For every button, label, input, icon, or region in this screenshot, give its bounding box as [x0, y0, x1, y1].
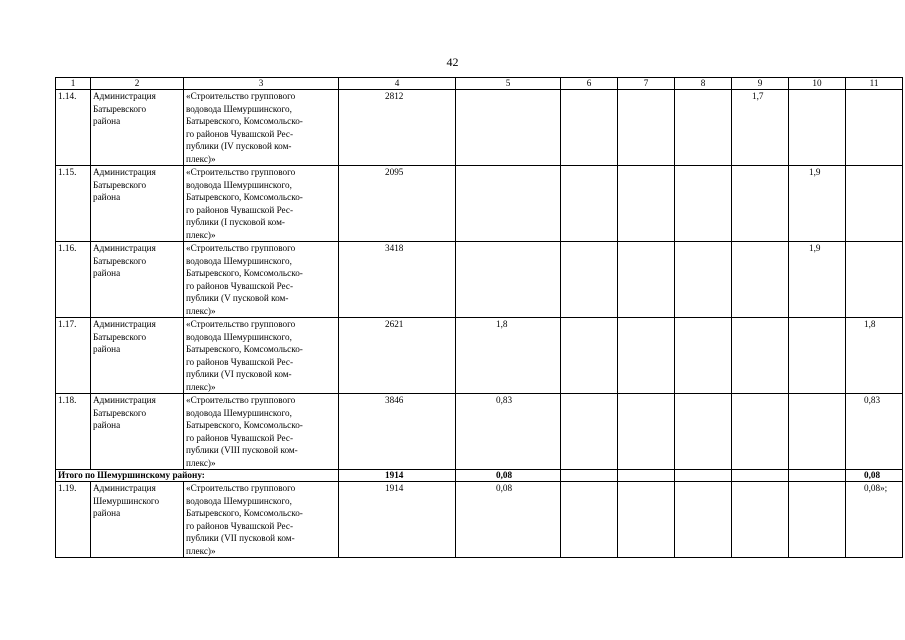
value-col-9	[732, 166, 789, 242]
value-col-7	[618, 482, 675, 558]
value-col-11: 0,08»;	[846, 482, 903, 558]
table-row	[56, 90, 903, 166]
value-col-7	[618, 90, 675, 166]
value-col-10	[789, 90, 846, 166]
project-line: Батыревского, Комсомольско-	[186, 268, 303, 278]
total-col-9	[732, 470, 789, 482]
value-col-4: 2095	[339, 166, 456, 242]
project-line: Батыревского, Комсомольско-	[186, 344, 303, 354]
project-line: го районов Чувашской Рес-	[186, 280, 294, 291]
value-col-8	[675, 318, 732, 394]
project-line: водовода Шемуршинского,	[186, 179, 292, 190]
value-col-6	[561, 482, 618, 558]
project-line: Батыревского, Комсомольско-	[186, 508, 303, 518]
header-cell-2: 2	[91, 78, 184, 90]
row-number: 1.18.	[56, 394, 91, 470]
header-cell-11: 11	[846, 78, 903, 90]
row-number: 1.17.	[56, 318, 91, 394]
project-line: го районов Чувашской Рес-	[186, 520, 294, 531]
organization-cell	[91, 318, 184, 394]
project-line: плекс)»	[186, 153, 216, 164]
project-line: плекс)»	[186, 381, 216, 392]
project-line: «Строительство группового	[186, 395, 296, 405]
total-col-5: 0,08	[456, 470, 561, 482]
project-cell	[184, 482, 339, 558]
organization-line: Администрация	[93, 319, 156, 329]
project-line: публики (V пусковой ком-	[186, 293, 289, 303]
organization-line: Администрация	[93, 243, 156, 253]
organization-line: района	[93, 192, 121, 202]
value-col-9	[732, 482, 789, 558]
value-col-11: 1,8	[846, 318, 903, 394]
project-line: го районов Чувашской Рес-	[186, 432, 294, 443]
row-number: 1.19.	[56, 482, 91, 558]
project-cell	[184, 318, 339, 394]
project-line: публики (VII пусковой ком-	[186, 533, 295, 543]
organization-line: Батыревского	[93, 103, 147, 114]
header-cell-4: 4	[339, 78, 456, 90]
value-col-8	[675, 394, 732, 470]
organization-line: Администрация	[93, 91, 156, 101]
value-col-11	[846, 90, 903, 166]
total-label: Итого по Шемуршинскому району:	[56, 470, 339, 482]
table-row	[56, 394, 903, 470]
value-col-10: 1,9	[789, 242, 846, 318]
project-line: «Строительство группового	[186, 243, 296, 253]
project-line: «Строительство группового	[186, 319, 296, 329]
project-line: Батыревского, Комсомольско-	[186, 420, 303, 430]
project-line: «Строительство группового	[186, 483, 296, 493]
value-col-4: 2621	[339, 318, 456, 394]
value-col-10: 1,9	[789, 166, 846, 242]
value-col-8	[675, 242, 732, 318]
organization-line: района	[93, 508, 121, 518]
project-line: водовода Шемуршинского,	[186, 407, 292, 418]
row-number: 1.16.	[56, 242, 91, 318]
organization-cell	[91, 394, 184, 470]
value-col-6	[561, 90, 618, 166]
value-col-5	[456, 90, 561, 166]
row-number: 1.14.	[56, 90, 91, 166]
table-row	[56, 482, 903, 558]
table-row	[56, 242, 903, 318]
project-line: публики (IV пусковой ком-	[186, 141, 292, 151]
organization-line: Администрация	[93, 395, 156, 405]
value-col-4: 1914	[339, 482, 456, 558]
organization-line: Администрация	[93, 167, 156, 177]
project-line: публики (VIII пусковой ком-	[186, 445, 298, 455]
value-col-5: 0,08	[456, 482, 561, 558]
value-col-4: 3418	[339, 242, 456, 318]
project-line: плекс)»	[186, 545, 216, 556]
value-col-9	[732, 242, 789, 318]
value-col-11	[846, 166, 903, 242]
value-col-7	[618, 394, 675, 470]
organization-line: Батыревского	[93, 179, 147, 190]
organization-line: района	[93, 116, 121, 126]
organization-line: Администрация	[93, 483, 156, 493]
header-cell-10: 10	[789, 78, 846, 90]
value-col-9	[732, 394, 789, 470]
project-cell	[184, 242, 339, 318]
value-col-5	[456, 166, 561, 242]
organization-line: района	[93, 268, 121, 278]
project-cell	[184, 166, 339, 242]
project-line: Батыревского, Комсомольско-	[186, 192, 303, 202]
value-col-5: 1,8	[456, 318, 561, 394]
header-cell-1: 1	[56, 78, 91, 90]
organization-line: района	[93, 420, 121, 430]
table-row	[56, 166, 903, 242]
value-col-11: 0,83	[846, 394, 903, 470]
header-cell-5: 5	[456, 78, 561, 90]
total-col-7	[618, 470, 675, 482]
project-line: публики (VI пусковой ком-	[186, 369, 292, 379]
value-col-7	[618, 242, 675, 318]
value-col-4: 3846	[339, 394, 456, 470]
header-cell-9: 9	[732, 78, 789, 90]
value-col-4: 2812	[339, 90, 456, 166]
value-col-10	[789, 394, 846, 470]
project-cell	[184, 90, 339, 166]
investment-table	[55, 77, 903, 558]
value-col-9: 1,7	[732, 90, 789, 166]
project-line: «Строительство группового	[186, 91, 296, 101]
project-line: водовода Шемуршинского,	[186, 331, 292, 342]
value-col-8	[675, 482, 732, 558]
organization-line: района	[93, 344, 121, 354]
value-col-10	[789, 482, 846, 558]
organization-cell	[91, 166, 184, 242]
project-line: го районов Чувашской Рес-	[186, 128, 294, 139]
value-col-10	[789, 318, 846, 394]
project-cell	[184, 394, 339, 470]
organization-line: Батыревского	[93, 331, 147, 342]
value-col-6	[561, 242, 618, 318]
value-col-5: 0,83	[456, 394, 561, 470]
organization-cell	[91, 482, 184, 558]
total-col-6	[561, 470, 618, 482]
organization-line: Шемуршинского	[93, 495, 160, 506]
value-col-7	[618, 318, 675, 394]
total-col-8	[675, 470, 732, 482]
value-col-6	[561, 318, 618, 394]
header-cell-6: 6	[561, 78, 618, 90]
table-row	[56, 318, 903, 394]
organization-cell	[91, 90, 184, 166]
project-line: водовода Шемуршинского,	[186, 495, 292, 506]
page-number: 42	[446, 55, 459, 69]
organization-cell	[91, 242, 184, 318]
project-line: Батыревского, Комсомольско-	[186, 116, 303, 126]
value-col-6	[561, 394, 618, 470]
value-col-9	[732, 318, 789, 394]
project-line: го районов Чувашской Рес-	[186, 204, 294, 215]
organization-line: Батыревского	[93, 407, 147, 418]
total-col-10	[789, 470, 846, 482]
total-col-11: 0,08	[846, 470, 903, 482]
value-col-6	[561, 166, 618, 242]
table-header-row	[56, 78, 903, 90]
project-line: водовода Шемуршинского,	[186, 103, 292, 114]
total-row	[56, 470, 903, 482]
header-cell-8: 8	[675, 78, 732, 90]
value-col-5	[456, 242, 561, 318]
project-line: публики (I пусковой ком-	[186, 217, 285, 227]
header-cell-3: 3	[184, 78, 339, 90]
project-line: плекс)»	[186, 305, 216, 316]
project-line: го районов Чувашской Рес-	[186, 356, 294, 367]
value-col-7	[618, 166, 675, 242]
organization-line: Батыревского	[93, 255, 147, 266]
project-line: плекс)»	[186, 457, 216, 468]
project-line: водовода Шемуршинского,	[186, 255, 292, 266]
project-line: плекс)»	[186, 229, 216, 240]
value-col-11	[846, 242, 903, 318]
total-col-4: 1914	[339, 470, 456, 482]
value-col-8	[675, 166, 732, 242]
row-number: 1.15.	[56, 166, 91, 242]
project-line: «Строительство группового	[186, 167, 296, 177]
header-cell-7: 7	[618, 78, 675, 90]
value-col-8	[675, 90, 732, 166]
